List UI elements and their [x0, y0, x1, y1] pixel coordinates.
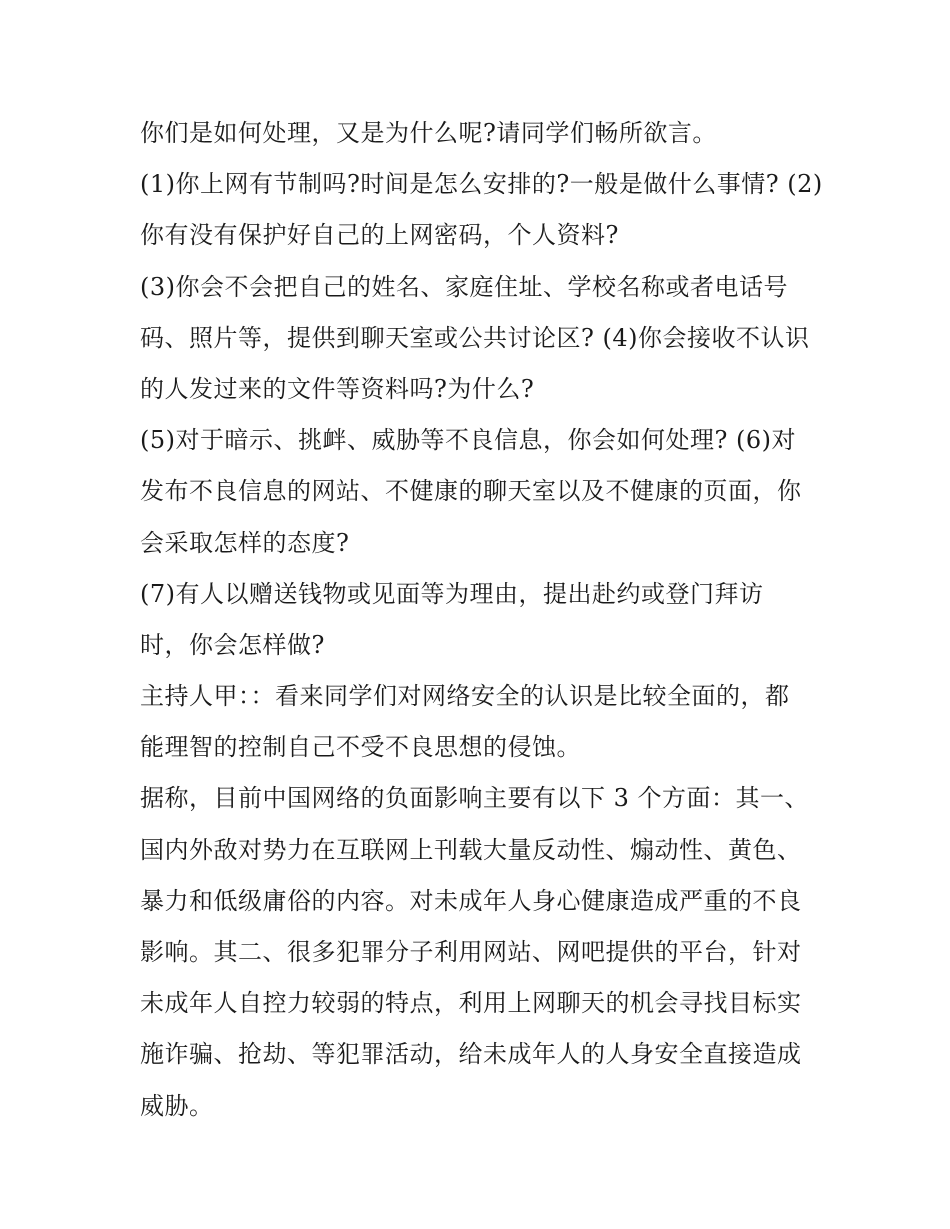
- text-line: 威胁。: [140, 1091, 214, 1120]
- text-line: 未成年人自控力较弱的特点，利用上网聊天的机会寻找目标实: [140, 989, 802, 1018]
- text-line: (3)你会不会把自己的姓名、家庭住址、学校名称或者电话号: [140, 272, 788, 301]
- text-line: (5)对于暗示、挑衅、威胁等不良信息，你会如何处理? (6)对: [140, 426, 796, 455]
- text-line: 码、照片等，提供到聊天室或公共讨论区? (4)你会接收不认识: [140, 323, 810, 352]
- text-line: 影响。其二、很多犯罪分子利用网站、网吧提供的平台，针对: [140, 938, 802, 966]
- text-line: 据称，目前中国网络的负面影响主要有以下 3 个方面：其一、: [140, 784, 810, 813]
- text-line: 会采取怎样的态度?: [140, 528, 350, 557]
- text-line: 能理智的控制自己不受不良思想的侵蚀。: [140, 733, 581, 762]
- text-line: 你有没有保护好自己的上网密码，个人资料?: [140, 221, 619, 250]
- text-line: 时，你会怎样做?: [140, 630, 325, 659]
- text-line: (1)你上网有节制吗?时间是怎么安排的?一般是做什么事情? (2): [140, 170, 823, 199]
- document-body: [140, 108, 823, 1132]
- text-line: 暴力和低级庸俗的内容。对未成年人身心健康造成严重的不良: [140, 886, 802, 915]
- text-line: 施诈骗、抢劫、等犯罪活动，给未成年人的人身安全直接造成: [140, 1040, 802, 1069]
- text-line: 主持人甲：：看来同学们对网络安全的认识是比较全面的，都: [140, 682, 790, 711]
- text-line: 国内外敌对势力在互联网上刊载大量反动性、煽动性、黄色、: [140, 835, 802, 864]
- text-line: 的人发过来的文件等资料吗?为什么?: [140, 374, 535, 403]
- text-line: (7)有人以赠送钱物或见面等为理由，提出赴约或登门拜访: [140, 579, 764, 608]
- text-line: 你们是如何处理，又是为什么呢?请同学们畅所欲言。: [140, 119, 717, 147]
- text-line: 发布不良信息的网站、不健康的聊天室以及不健康的页面，你: [140, 477, 802, 506]
